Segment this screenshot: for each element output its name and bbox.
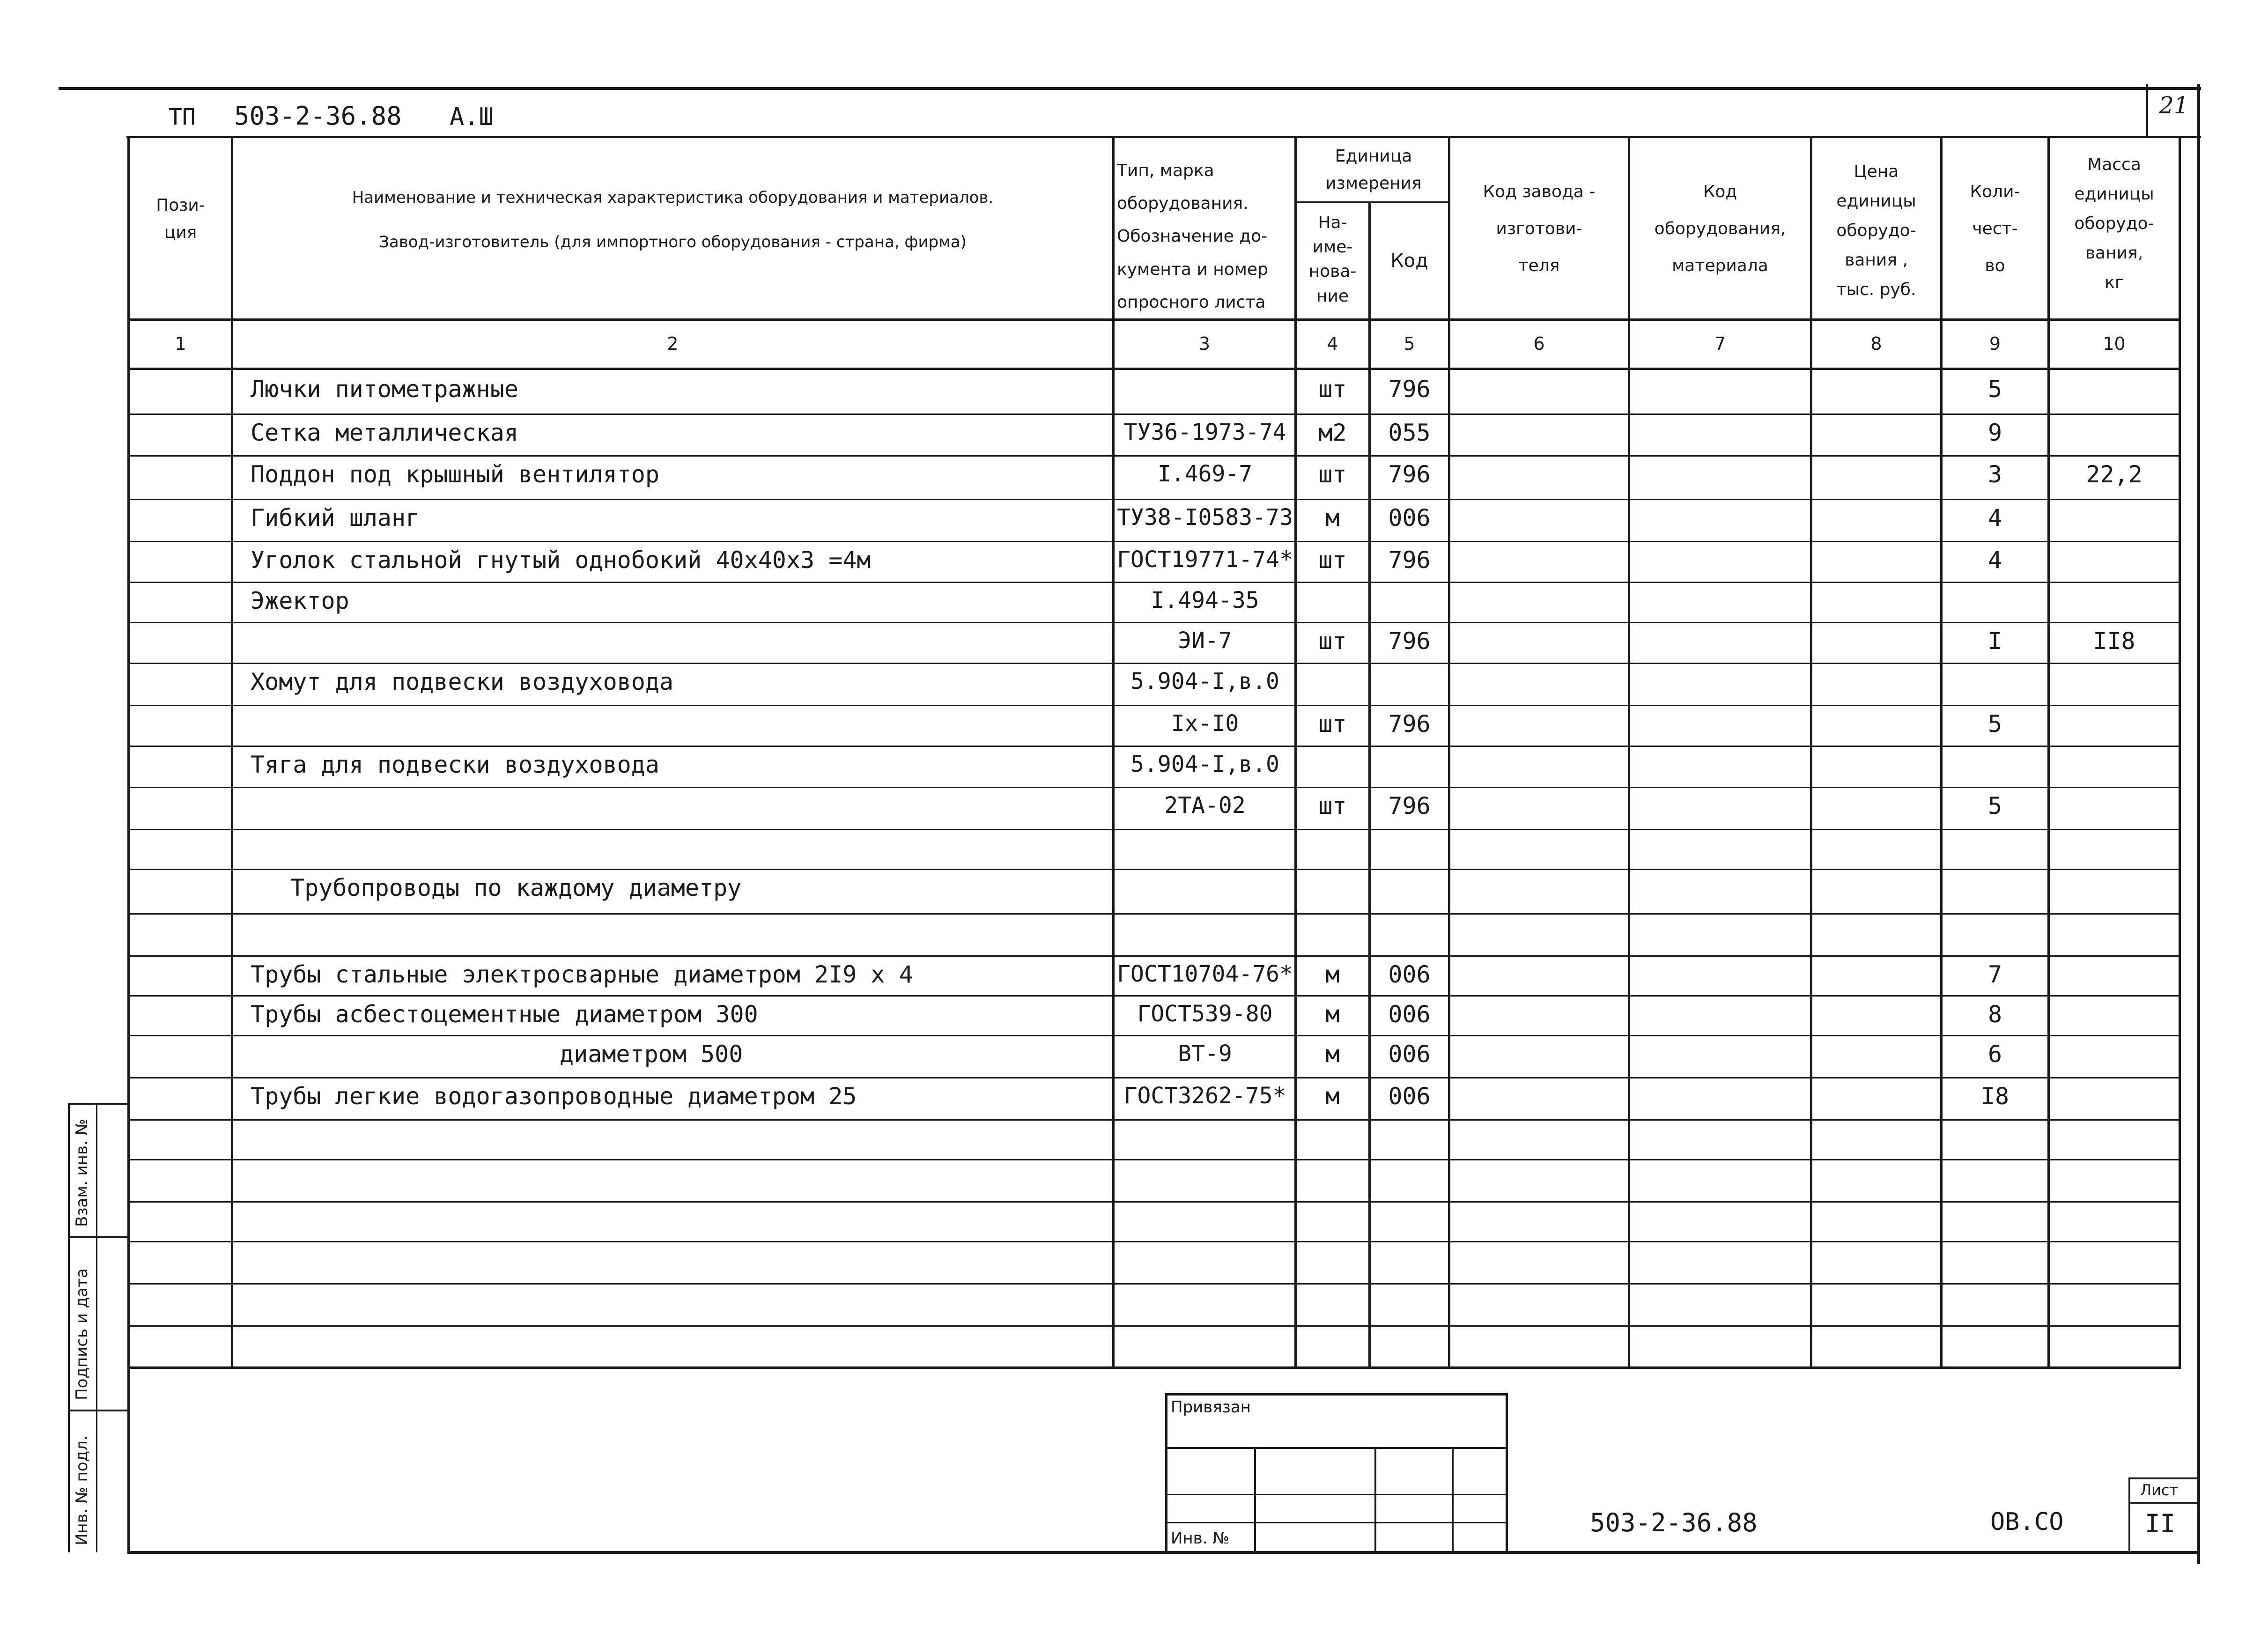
cell-name: Поддон под крышный вентилятор <box>251 461 659 488</box>
cell-name: Лючки питометражные <box>251 376 518 403</box>
col-number-2: 2 <box>667 333 679 354</box>
cell-name: Гибкий шланг <box>251 504 420 532</box>
cell-name: Хомут для подвески воздуховода <box>251 668 674 695</box>
privyazan-box-left <box>1165 1393 1167 1552</box>
corner-box-left-line <box>2146 84 2148 138</box>
inventory-number-label: Инв. № <box>1171 1529 1229 1548</box>
header-code: 503-2-36.88 <box>234 101 402 131</box>
cell-name: Сетка металлическая <box>251 419 518 446</box>
cell-qty: 9 <box>1987 419 2002 446</box>
cell-type: ТУ38-I0583-73 <box>1117 504 1293 531</box>
cell-mass: 22,2 <box>2086 461 2142 488</box>
header-type-mark: Тип, марка оборудования. Обозначение до- кумента и номер опросного листа <box>1117 161 1268 312</box>
right-frame-line <box>2197 84 2200 1564</box>
side-stamp-sep-3 <box>68 1410 129 1411</box>
cell-code: 006 <box>1388 1041 1431 1068</box>
cell-qty: 4 <box>1987 546 2002 574</box>
cell-mass: II8 <box>2093 628 2135 655</box>
col-number-9: 9 <box>1989 333 2001 354</box>
cell-qty: 5 <box>1987 376 2002 403</box>
row-separator <box>127 1077 2181 1078</box>
cell-qty: 8 <box>1987 1001 2002 1028</box>
side-stamp-label-inventory: Инв. № подл. <box>73 1435 91 1545</box>
header-code-prefix: ТП <box>169 104 196 130</box>
row-separator <box>127 705 2181 706</box>
row-separator <box>127 1325 2181 1327</box>
cell-name: Тяга для подвески воздуховода <box>251 751 659 778</box>
cell-name: Эжектор <box>251 587 349 614</box>
side-stamp-sep-1 <box>68 1103 129 1105</box>
row-separator <box>127 746 2181 747</box>
header-position: Пози- ция <box>156 196 205 242</box>
cell-name: Трубопроводы по каждому диаметру <box>290 874 742 901</box>
cell-unit: м <box>1325 504 1340 532</box>
row-separator <box>127 1035 2181 1036</box>
sheet-box-sep <box>2128 1502 2199 1504</box>
bottom-frame-line <box>127 1551 2200 1554</box>
col-divider-1 <box>231 137 233 1368</box>
cell-unit: м <box>1325 1001 1340 1028</box>
header-unit-price: Цена единицы оборудо- вания , тыс. руб. <box>1836 162 1916 299</box>
cell-code: 006 <box>1388 504 1431 532</box>
cell-code: 006 <box>1388 961 1431 988</box>
privyazan-box-col-2 <box>1374 1447 1376 1552</box>
col-number-5: 5 <box>1404 333 1415 354</box>
cell-code: 796 <box>1388 628 1431 655</box>
row-separator <box>127 414 2181 415</box>
row-separator <box>127 1201 2181 1203</box>
sheet-box-left <box>2128 1477 2130 1552</box>
number-row-bottom <box>127 368 2181 370</box>
cell-code: 055 <box>1388 419 1431 446</box>
cell-type: ВТ-9 <box>1178 1041 1232 1067</box>
cell-code: 796 <box>1388 792 1431 820</box>
row-separator <box>127 869 2181 870</box>
header-equipment-code: Код оборудования, материала <box>1654 182 1786 276</box>
header-mass: Масса единицы оборудо- вания, кг <box>2074 155 2154 292</box>
side-stamp-left-line <box>68 1103 70 1552</box>
header-name-line1: Наименование и техническая характеристика оборудования и материалов. <box>352 188 994 207</box>
row-separator <box>127 1283 2181 1285</box>
col-divider-9 <box>2047 137 2050 1368</box>
row-separator <box>127 913 2181 915</box>
cell-type: 5.904-I,в.0 <box>1130 751 1279 777</box>
cell-qty: 5 <box>1987 792 2002 820</box>
cell-type: ГОСТ10704-76* <box>1117 961 1293 987</box>
privyazan-label: Привязан <box>1171 1398 1251 1417</box>
header-unit-group: Единица измерения <box>1325 147 1422 193</box>
document-mark: ОВ.СО <box>1990 1508 2064 1536</box>
cell-name: Трубы легкие водогазопроводные диаметром 25 <box>251 1083 857 1110</box>
row-separator <box>127 1159 2181 1160</box>
col-number-3: 3 <box>1198 333 1211 354</box>
cell-qty: 6 <box>1987 1041 2002 1068</box>
header-unit-name: На- име- нова- ние <box>1308 213 1357 306</box>
header-album: А.Ш <box>450 103 494 131</box>
cell-type: ГОСТ3262-75* <box>1123 1083 1286 1109</box>
table-bottom-line <box>127 1366 2181 1369</box>
cell-type: I.494-35 <box>1151 587 1259 613</box>
cell-name: диаметром 500 <box>560 1041 743 1068</box>
col-divider-5 <box>1448 137 1450 1368</box>
cell-type: ГОСТ19771-74* <box>1117 546 1293 573</box>
unit-group-divider <box>1294 201 1450 203</box>
cell-unit: шт <box>1318 710 1347 738</box>
cell-qty: I <box>1987 628 2002 655</box>
row-separator <box>127 1241 2181 1242</box>
sheet-number: II <box>2145 1509 2176 1538</box>
row-separator <box>127 455 2181 457</box>
header-bottom-line <box>126 136 2201 138</box>
cell-code: 006 <box>1388 1083 1431 1110</box>
cell-unit: шт <box>1318 461 1347 488</box>
header-factory-code: Код завода - изготови- теля <box>1483 182 1596 276</box>
col-number-10: 10 <box>2103 333 2126 354</box>
col-divider-10 <box>2179 137 2181 1368</box>
top-border-line <box>59 87 2201 90</box>
row-separator <box>127 829 2181 830</box>
cell-type: ЭИ-7 <box>1178 628 1232 654</box>
privyazan-box-top <box>1165 1393 1508 1396</box>
row-separator <box>127 582 2181 583</box>
side-stamp-sep-2 <box>68 1236 129 1238</box>
header-name-line2: Завод-изготовитель (для импортного оборудования - страна, фирма) <box>379 233 967 251</box>
cell-unit: м <box>1325 1041 1340 1068</box>
cell-unit: м <box>1325 961 1340 988</box>
row-separator <box>127 499 2181 500</box>
cell-name: Трубы стальные электросварные диаметром 2I9 х 4 <box>251 961 913 988</box>
sheet-box-top <box>2128 1477 2199 1479</box>
row-separator <box>127 541 2181 542</box>
cell-qty: 5 <box>1987 710 2002 738</box>
privyazan-box-right <box>1506 1393 1508 1552</box>
side-stamp-label-signature: Подпись и дата <box>73 1268 91 1400</box>
sheet-label: Лист <box>2140 1481 2179 1499</box>
cell-type: ТУ36-1973-74 <box>1123 419 1286 445</box>
cell-code: 796 <box>1388 710 1431 738</box>
cell-unit: м <box>1325 1083 1340 1110</box>
cell-type: 5.904-I,в.0 <box>1130 668 1279 694</box>
cell-type: Iх-I0 <box>1171 710 1239 737</box>
cell-unit: м2 <box>1318 419 1347 446</box>
row-separator <box>127 955 2181 957</box>
row-separator <box>127 622 2181 623</box>
row-separator <box>127 995 2181 997</box>
cell-qty: 3 <box>1987 461 2002 488</box>
cell-unit: шт <box>1318 792 1347 820</box>
col-divider-6 <box>1628 137 1630 1368</box>
cell-name: Уголок стальной гнутый однобокий 40х40х3 =4м <box>251 546 871 574</box>
privyazan-box-col-3 <box>1452 1447 1454 1552</box>
cell-type: 2ТА-02 <box>1164 792 1246 819</box>
privyazan-box-col-1 <box>1254 1447 1256 1552</box>
col-number-1: 1 <box>175 333 186 354</box>
col-divider-3 <box>1294 137 1297 1368</box>
col-number-8: 8 <box>1870 333 1882 354</box>
col-divider-7 <box>1810 137 1812 1368</box>
cell-code: 796 <box>1388 461 1431 488</box>
cell-name: Трубы асбестоцементные диаметром 300 <box>251 1001 758 1028</box>
privyazan-box-sep-3 <box>1165 1522 1508 1523</box>
col-number-6: 6 <box>1533 333 1545 354</box>
cell-unit: шт <box>1318 376 1347 403</box>
col-divider-8 <box>1940 137 1943 1368</box>
cell-qty: 4 <box>1987 504 2002 532</box>
cell-code: 796 <box>1388 546 1431 574</box>
row-separator <box>127 1119 2181 1121</box>
row-separator <box>127 787 2181 788</box>
cell-type: I.469-7 <box>1157 461 1253 487</box>
cell-unit: шт <box>1318 546 1347 574</box>
header-unit-code: Код <box>1390 250 1428 272</box>
side-stamp-mid-line <box>96 1103 97 1552</box>
cell-unit: шт <box>1318 628 1347 655</box>
sheet-corner-number: 21 <box>2159 92 2189 119</box>
header-quantity: Коли- чест- во <box>1970 182 2020 276</box>
privyazan-box-sep-2 <box>1165 1494 1508 1495</box>
cell-qty: 7 <box>1987 961 2002 988</box>
row-separator <box>127 663 2181 664</box>
privyazan-box-sep-1 <box>1165 1447 1508 1449</box>
col-divider-2 <box>1112 137 1115 1368</box>
cell-qty: I8 <box>1980 1083 2009 1110</box>
side-stamp-label-replace: Взам. инв. № <box>73 1119 91 1227</box>
document-code: 503-2-36.88 <box>1590 1508 1758 1537</box>
cell-type: ГОСТ539-80 <box>1137 1001 1273 1027</box>
cell-code: 796 <box>1388 376 1431 403</box>
col-number-4: 4 <box>1327 333 1338 354</box>
cell-code: 006 <box>1388 1001 1431 1028</box>
col-number-7: 7 <box>1714 333 1726 354</box>
